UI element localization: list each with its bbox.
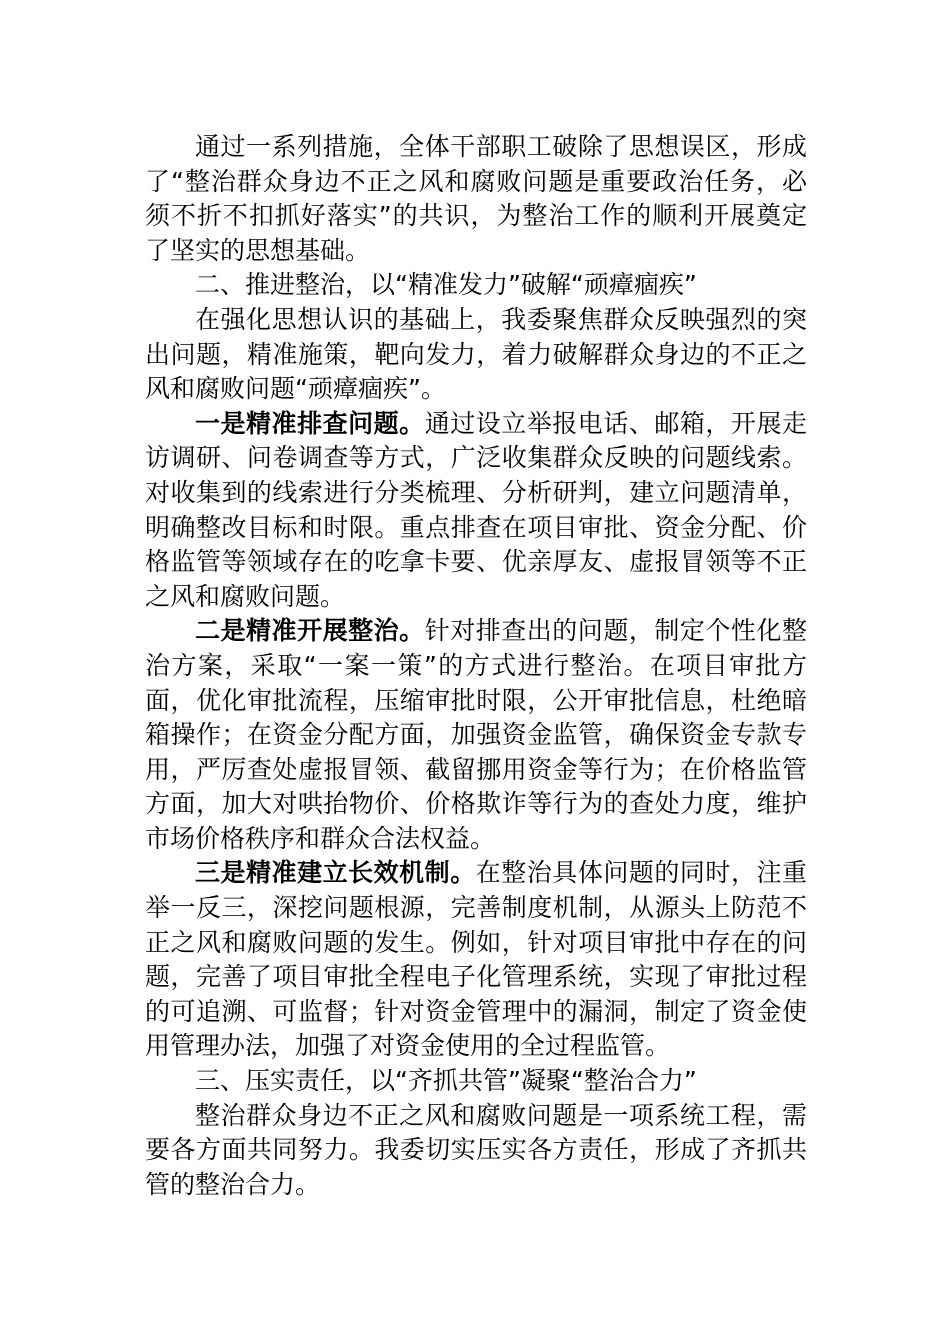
paragraph-text: 通过设立举报电话、邮箱，开展走访调研、问卷调查等方式，广泛收集群众反映的问题线索。对收集到的线索进行分类梳理、分析研判，建立问题清单，明确整改目标和时限。重点排查在项目审批、资金分配、价格监管等领域存在的吃拿卡要、优亲厚友、虚报冒领等不正之风和腐败问题。 (145, 408, 807, 611)
heading-text: 三、压实责任，以“齐抓共管”凝聚“整治合力” (195, 1066, 697, 1096)
paragraph-section-2-intro (145, 303, 807, 407)
paragraph-lead: 二是精准开展整治。 (195, 616, 425, 646)
paragraph-precise-rectification (145, 614, 807, 856)
paragraph-text: 在强化思想认识的基础上，我委聚焦群众反映强烈的突出问题，精准施策，靶向发力，着力破解群众身边的不正之风和腐败问题“顽瘴痼疾”。 (145, 304, 807, 404)
paragraph-text: 通过一系列措施，全体干部职工破除了思想误区，形成了“整治群众身边不正之风和腐败问题是重要政治任务，必须不折不扣抓好落实”的共识，为整治工作的顺利开展奠定了坚实的思想基础。 (145, 132, 807, 265)
paragraph-lead: 三是精准建立长效机制。 (195, 858, 476, 888)
paragraph-section-3-intro (145, 1099, 807, 1203)
section-heading-3 (145, 1064, 807, 1099)
section-heading-2 (145, 268, 807, 303)
paragraph-lead: 一是精准排查问题。 (195, 408, 425, 438)
paragraph-text: 整治群众身边不正之风和腐败问题是一项系统工程，需要各方面共同努力。我委切实压实各方责任，形成了齐抓共管的整治合力。 (145, 1100, 807, 1199)
paragraph-precise-investigation (145, 407, 807, 615)
paragraph-long-term-mechanism (145, 856, 807, 1064)
paragraph-thinking-consensus (145, 130, 807, 268)
paragraph-text: 针对排查出的问题，制定个性化整治方案，采取“一案一策”的方式进行整治。在项目审批方面，优化审批流程，压缩审批时限，公开审批信息，杜绝暗箱操作；在资金分配方面，加强资金监管，确保资金专款专用，严厉查处虚报冒领、截留挪用资金等行为；在价格监管方面，加大对哄抬物价、价格欺诈等行为的查处力度，维护市场价格秩序和群众合法权益。 (145, 616, 807, 853)
heading-text: 二、推进整治，以“精准发力”破解“顽瘴痼疾” (195, 270, 697, 300)
document-page (145, 130, 807, 1202)
paragraph-text: 在整治具体问题的同时，注重举一反三，深挖问题根源，完善制度机制，从源头上防范不正之风和腐败问题的发生。例如，针对项目审批中存在的问题，完善了项目审批全程电子化管理系统，实现了审批过程的可追溯、可监督；针对资金管理中的漏洞，制定了资金使用管理办法，加强了对资金使用的全过程监管。 (145, 858, 807, 1061)
